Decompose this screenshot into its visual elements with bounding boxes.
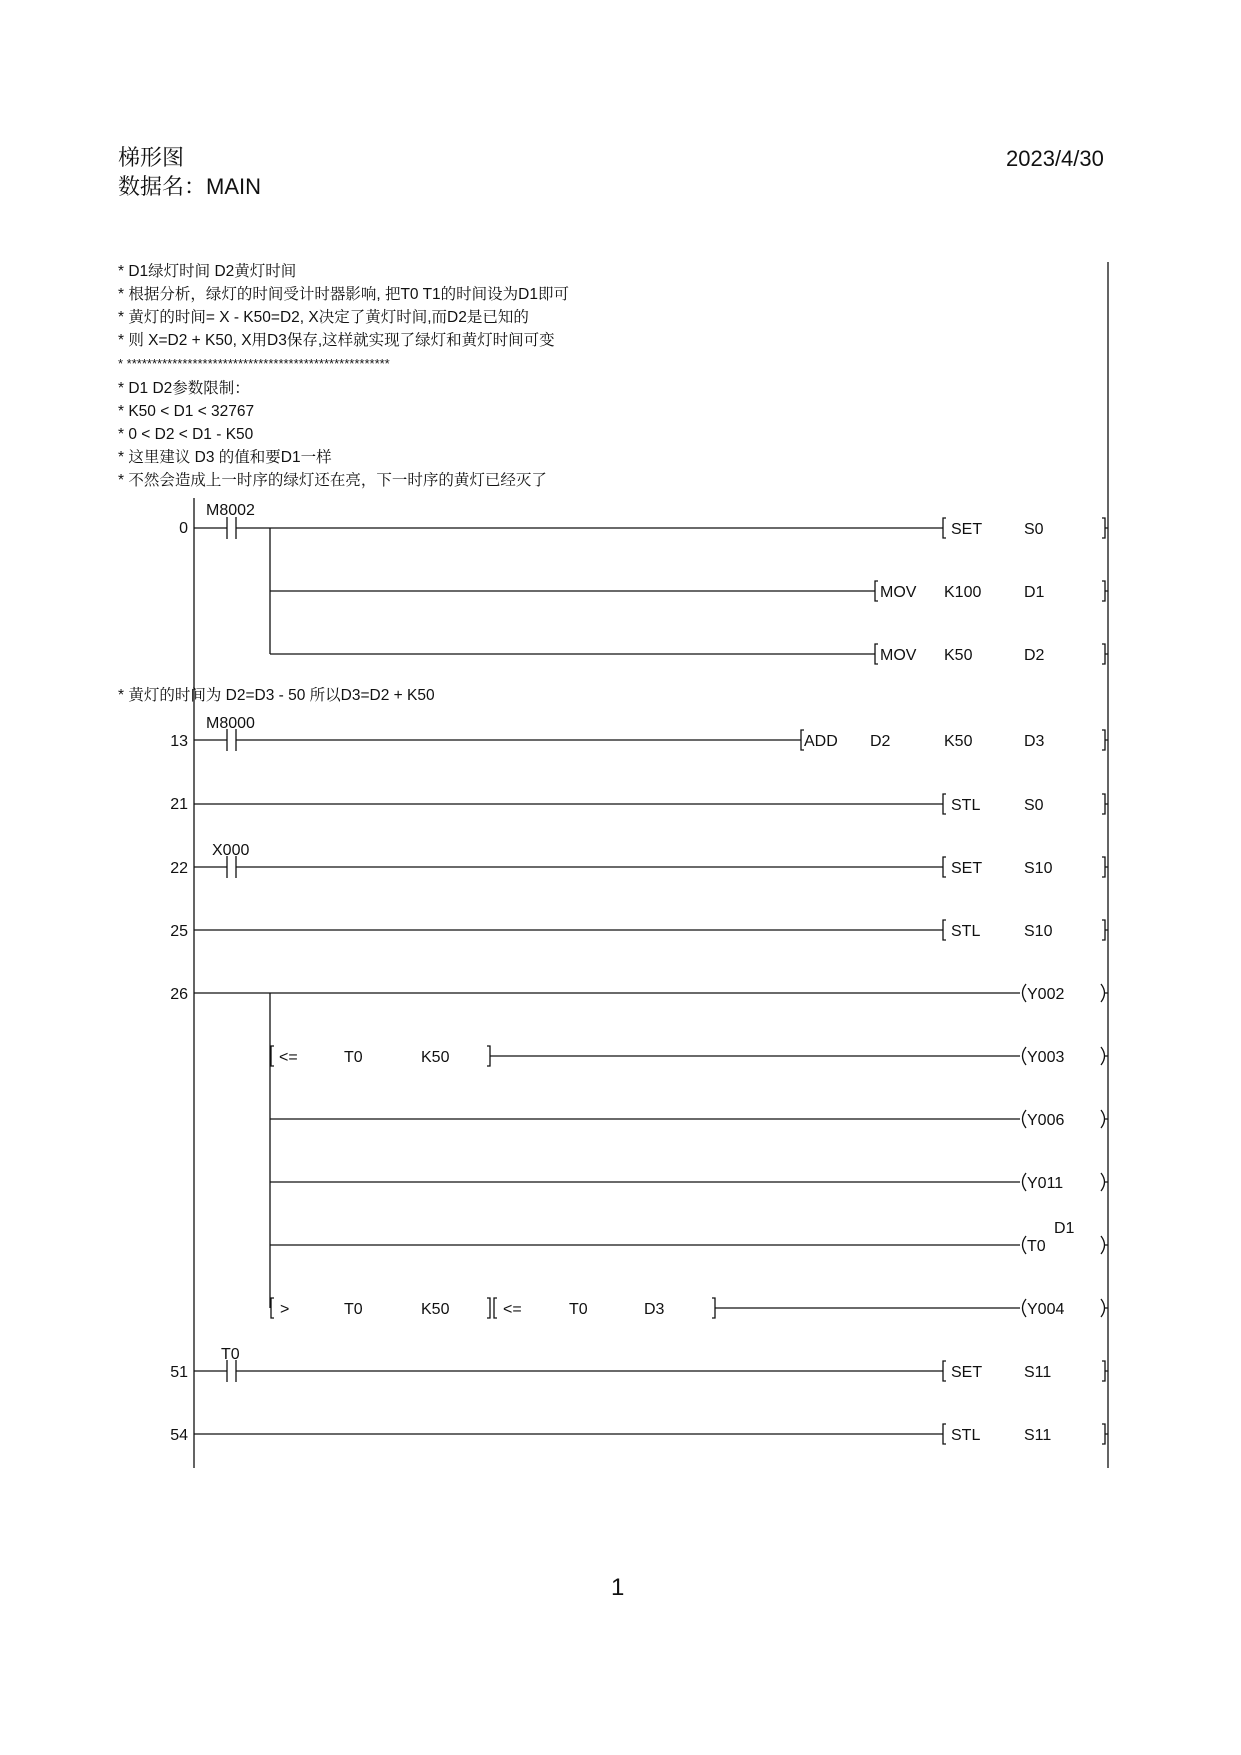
instruction-bracket-open xyxy=(872,581,878,601)
coil-label: Y003 xyxy=(1027,1049,1065,1066)
instruction-bracket-close xyxy=(1102,920,1108,940)
coil-label: Y002 xyxy=(1027,986,1065,1003)
instruction-operand: D2 xyxy=(1024,647,1045,664)
comment-line: * 则 X=D2 + K50, X用D3保存,这样就实现了绿灯和黄灯时间可变 xyxy=(118,332,555,349)
data-name-label: 数据名：MAIN xyxy=(118,174,262,199)
step-number: 51 xyxy=(170,1364,188,1381)
instruction-operand: K50 xyxy=(944,733,973,750)
instruction-bracket-open xyxy=(872,644,878,664)
instruction-code: ADD xyxy=(804,733,838,750)
instruction-bracket-open xyxy=(940,794,946,814)
contact-label: X000 xyxy=(212,842,250,859)
instruction-operand: S10 xyxy=(1024,923,1053,940)
coil-close xyxy=(1101,984,1108,1002)
instruction-bracket-open xyxy=(940,1361,946,1381)
compare-op: <= xyxy=(503,1301,522,1318)
coil-close xyxy=(1101,1299,1108,1317)
instruction-operand: D3 xyxy=(1024,733,1045,750)
coil-param: D1 xyxy=(1054,1220,1075,1237)
coil-label: Y011 xyxy=(1027,1175,1064,1192)
contact-label: M8000 xyxy=(206,715,255,732)
coil-close xyxy=(1101,1173,1108,1191)
instruction-bracket-open xyxy=(940,920,946,940)
instruction-code: STL xyxy=(951,1427,981,1444)
comment-divider: * **************************************************** xyxy=(118,356,390,371)
instruction-bracket-close xyxy=(1102,857,1108,877)
compare-operand: T0 xyxy=(569,1301,588,1318)
compare-bracket-close xyxy=(712,1298,1020,1318)
coil-open xyxy=(1023,1047,1027,1065)
compare-operand: T0 xyxy=(344,1049,363,1066)
compare-operand: D3 xyxy=(644,1301,665,1318)
page-number: 1 xyxy=(611,1574,625,1601)
instruction-code: SET xyxy=(951,521,983,538)
no-contact-icon xyxy=(194,1360,940,1382)
instruction-bracket-close xyxy=(1102,644,1108,664)
comment-line: * 黄灯的时间= X - K50=D2, X决定了黄灯时间,而D2是已知的 xyxy=(118,309,529,326)
instruction-operand: D2 xyxy=(870,733,891,750)
instruction-bracket-open xyxy=(940,857,946,877)
coil-close xyxy=(1101,1047,1108,1065)
compare-bracket-open xyxy=(494,1298,497,1318)
step-number: 0 xyxy=(179,520,188,537)
instruction-operand: S11 xyxy=(1024,1427,1052,1444)
step-number: 21 xyxy=(170,796,188,813)
coil-label: T0 xyxy=(1027,1238,1046,1255)
coil-open xyxy=(1023,1236,1027,1254)
compare-bracket-close xyxy=(487,1298,490,1318)
coil-open xyxy=(1023,1299,1027,1317)
coil-label: Y004 xyxy=(1027,1301,1065,1318)
coil-open xyxy=(1023,1110,1027,1128)
coil-open xyxy=(1023,1173,1027,1191)
coil-open xyxy=(1023,984,1027,1002)
page-title: 梯形图 xyxy=(118,145,185,170)
instruction-bracket-close xyxy=(1102,1361,1108,1381)
instruction-operand: D1 xyxy=(1024,584,1045,601)
instruction-bracket-close xyxy=(1102,1424,1108,1444)
instruction-bracket-close xyxy=(1102,518,1108,538)
instruction-operand: S10 xyxy=(1024,860,1053,877)
instruction-bracket-close xyxy=(1102,794,1108,814)
instruction-code: SET xyxy=(951,860,983,877)
instruction-code: MOV xyxy=(880,647,917,664)
compare-op: > xyxy=(280,1301,290,1318)
compare-operand: K50 xyxy=(421,1049,450,1066)
instruction-code: MOV xyxy=(880,584,917,601)
comment-line: * K50 < D1 < 32767 xyxy=(118,403,255,420)
coil-label: Y006 xyxy=(1027,1112,1065,1129)
comment-line: * 根据分析，绿灯的时间受计时器影响, 把T0 T1的时间设为D1即可 xyxy=(118,286,569,303)
compare-bracket-close xyxy=(487,1046,1020,1066)
compare-bracket-open xyxy=(271,1046,274,1066)
comment-line: * 0 < D2 < D1 - K50 xyxy=(118,426,254,443)
coil-close xyxy=(1101,1236,1108,1254)
compare-bracket-open xyxy=(271,1298,274,1318)
instruction-operand: K100 xyxy=(944,584,982,601)
instruction-operand: S11 xyxy=(1024,1364,1052,1381)
comment-line: * 这里建议 D3 的值和要D1一样 xyxy=(118,449,332,466)
step-number: 54 xyxy=(170,1427,188,1444)
compare-operand: K50 xyxy=(421,1301,450,1318)
instruction-code: STL xyxy=(951,797,981,814)
contact-label: T0 xyxy=(221,1346,240,1363)
instruction-code: SET xyxy=(951,1364,983,1381)
print-date: 2023/4/30 xyxy=(1006,146,1104,171)
instruction-bracket-close xyxy=(1102,730,1108,750)
comment-line: * D1绿灯时间 D2黄灯时间 xyxy=(118,263,297,280)
instruction-operand: S0 xyxy=(1024,797,1044,814)
comment-line-mid: * 黄灯的时间为 D2=D3 - 50 所以D3=D2 + K50 xyxy=(118,687,435,704)
no-contact-icon xyxy=(194,856,940,878)
step-number: 13 xyxy=(170,733,188,750)
compare-operand: T0 xyxy=(344,1301,363,1318)
no-contact-icon xyxy=(194,729,798,751)
instruction-bracket-close xyxy=(1102,581,1108,601)
no-contact-icon xyxy=(194,517,940,539)
step-number: 26 xyxy=(170,986,188,1003)
step-number: 25 xyxy=(170,923,188,940)
compare-op: <= xyxy=(279,1049,298,1066)
instruction-operand: K50 xyxy=(944,647,973,664)
contact-label: M8002 xyxy=(206,502,255,519)
instruction-code: STL xyxy=(951,923,981,940)
step-number: 22 xyxy=(170,860,188,877)
instruction-bracket-open xyxy=(940,1424,946,1444)
comment-line: * D1 D2参数限制： xyxy=(118,380,250,397)
instruction-operand: S0 xyxy=(1024,521,1044,538)
coil-close xyxy=(1101,1110,1108,1128)
comment-line: * 不然会造成上一时序的绿灯还在亮，下一时序的黄灯已经灭了 xyxy=(118,472,547,489)
instruction-bracket-open xyxy=(940,518,946,538)
